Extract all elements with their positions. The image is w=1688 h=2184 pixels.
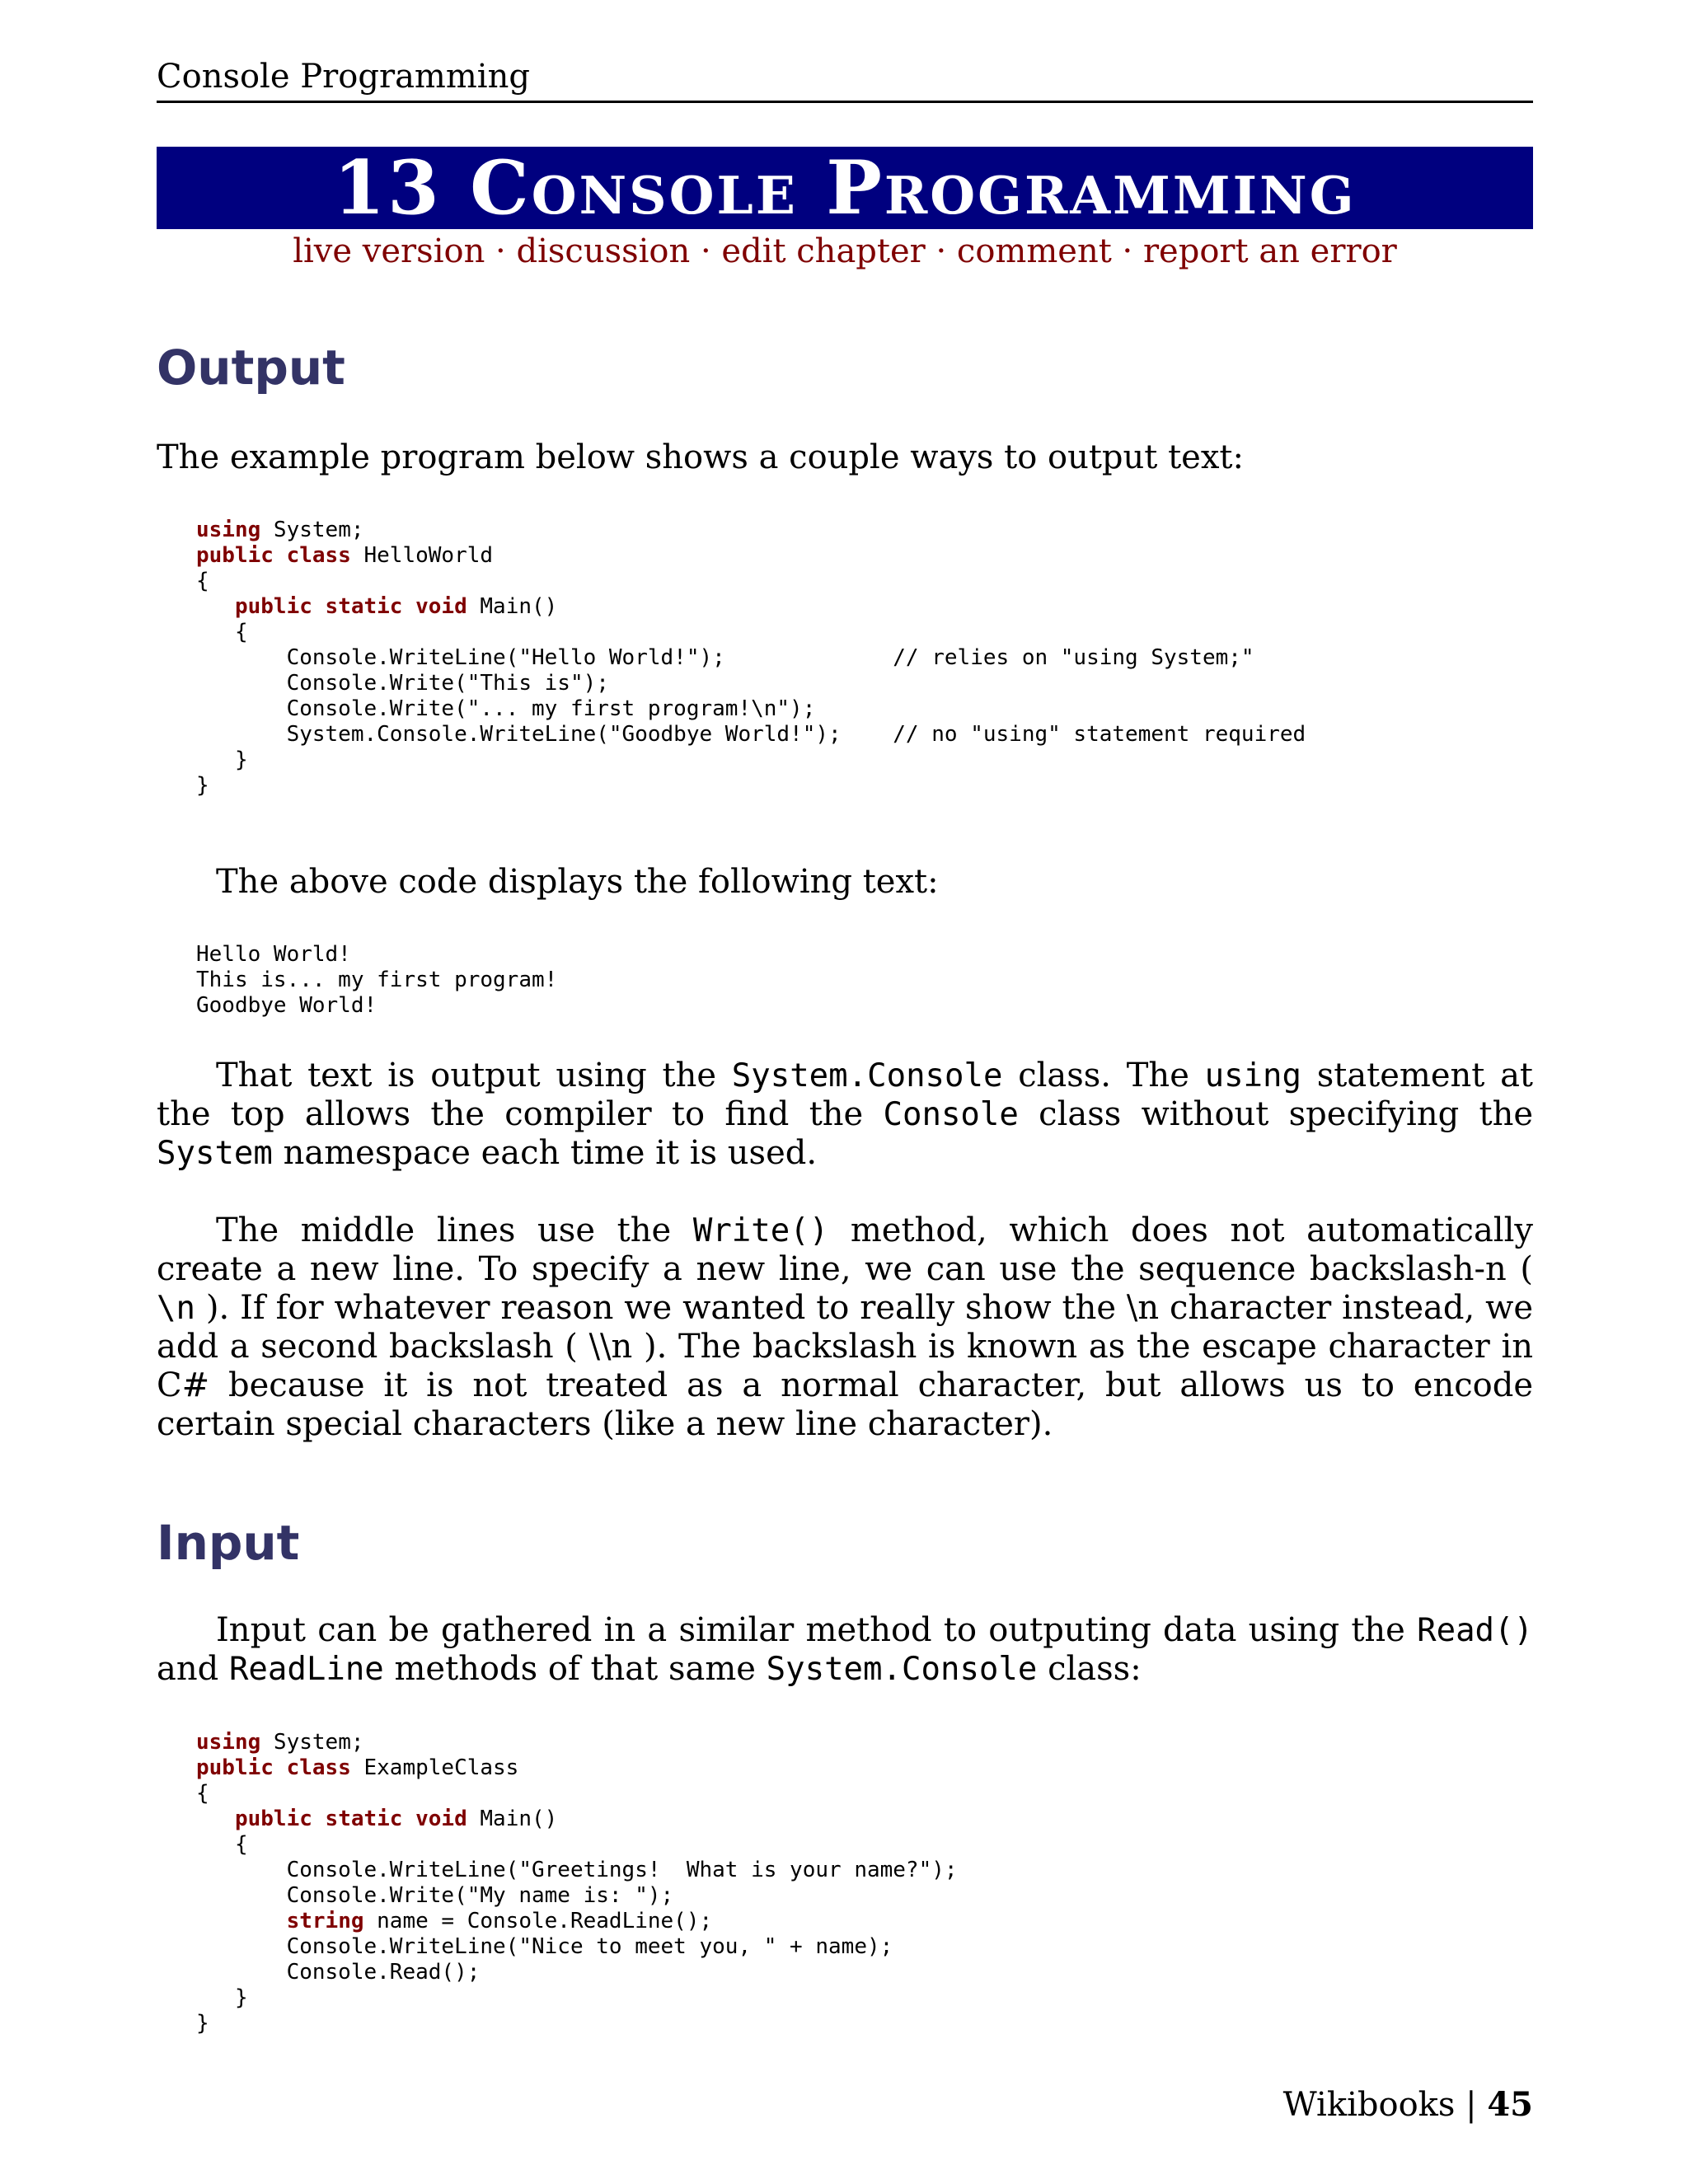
output-paragraph-1 bbox=[157, 1057, 1533, 1173]
chapter-title-banner bbox=[157, 144, 1533, 232]
code-line: } bbox=[196, 748, 248, 772]
code-line: } bbox=[196, 2011, 209, 2036]
text-run: namespace each time it is used. bbox=[272, 1134, 818, 1172]
edit-chapter-link[interactable]: edit chapter bbox=[721, 232, 926, 270]
page bbox=[157, 0, 1533, 2184]
code-line: public class HelloWorld bbox=[196, 543, 494, 568]
code-keyword: using bbox=[196, 518, 261, 542]
input-paragraph-1 bbox=[157, 1611, 1533, 1689]
code-line: public static void Main() bbox=[234, 594, 558, 619]
link-separator: · bbox=[935, 232, 947, 270]
link-separator: · bbox=[700, 232, 711, 270]
inline-code: using bbox=[1204, 1057, 1301, 1094]
text-run: class: bbox=[1037, 1650, 1142, 1688]
text-run: Input can be gathered in a similar method to outputing data using the bbox=[216, 1611, 1418, 1649]
code-line: Console.Write("My name is: "); bbox=[196, 1883, 674, 1908]
code-block-hello-world bbox=[196, 518, 1306, 799]
output-paragraph-2 bbox=[157, 1212, 1533, 1444]
code-line: using System; bbox=[196, 1730, 364, 1755]
running-head: Console Programming bbox=[157, 58, 1533, 103]
text-run: class without specifying the bbox=[1018, 1095, 1534, 1133]
code-line: { bbox=[196, 620, 248, 644]
inline-code: \n bbox=[157, 1290, 195, 1327]
comment-link[interactable]: comment bbox=[956, 232, 1112, 270]
code-line: { bbox=[196, 569, 209, 593]
page-number: 45 bbox=[1487, 2085, 1533, 2124]
inline-code: Console bbox=[883, 1096, 1019, 1133]
text-run: method, which does not automatically create a new line. To specify a new line, we can use the sequence backslash-n ( bbox=[157, 1212, 1533, 1288]
code-keyword: string bbox=[286, 1909, 364, 1933]
output-after-code: The above code displays the following text: bbox=[216, 863, 939, 901]
live-version-link[interactable]: live version bbox=[293, 232, 485, 270]
text-run: ). If for whatever reason we wanted to really show the \n character instead, we add a second backslash ( \\n ). The backslash is known as the escape character in C# because it is not treated as a normal character, but allows us to encode certain special characters (like a new line character). bbox=[157, 1289, 1533, 1443]
code-line: using System; bbox=[196, 518, 364, 542]
code-line: { bbox=[196, 1781, 209, 1806]
code-line: { bbox=[196, 1832, 248, 1857]
code-keyword: public class bbox=[196, 543, 351, 568]
footer-label: Wikibooks | bbox=[1282, 2086, 1488, 2124]
code-line: public class ExampleClass bbox=[196, 1755, 519, 1780]
code-block-example-class bbox=[196, 1730, 958, 2036]
inline-code: System.Console bbox=[766, 1651, 1038, 1688]
inline-code: System.Console bbox=[731, 1057, 1003, 1094]
section-heading-input: Input bbox=[157, 1515, 300, 1571]
chapter-title-initial: C bbox=[470, 144, 532, 232]
code-line: string name = Console.ReadLine(); bbox=[286, 1909, 713, 1933]
code-line: } bbox=[196, 773, 209, 798]
inline-code: System bbox=[157, 1135, 273, 1172]
code-keyword: public class bbox=[196, 1755, 351, 1780]
chapter-title bbox=[470, 144, 1356, 232]
output-text-block: Hello World! This is... my first program! Goodbye World! bbox=[196, 942, 558, 1018]
text-run: and bbox=[157, 1650, 229, 1688]
code-line: Console.WriteLine("Greetings! What is your name?"); bbox=[196, 1858, 958, 1882]
code-keyword: public static void bbox=[234, 594, 467, 619]
code-line: public static void Main() bbox=[234, 1807, 558, 1831]
code-keyword: public static void bbox=[234, 1807, 467, 1831]
link-separator: · bbox=[1122, 232, 1133, 270]
text-run: The middle lines use the bbox=[216, 1212, 693, 1249]
text-run: class. The bbox=[1002, 1057, 1205, 1094]
discussion-link[interactable]: discussion bbox=[516, 232, 691, 270]
code-line: Console.Write("... my first program!\n"); bbox=[196, 696, 816, 721]
page-footer bbox=[1283, 2085, 1533, 2124]
chapter-links bbox=[157, 232, 1533, 270]
chapter-number: 13 bbox=[333, 144, 442, 232]
code-line: Console.WriteLine("Nice to meet you, " + name); bbox=[196, 1934, 893, 1959]
code-keyword: using bbox=[196, 1730, 261, 1755]
report-error-link[interactable]: report an error bbox=[1142, 232, 1397, 270]
code-line: Console.Read(); bbox=[196, 1960, 481, 1985]
inline-code: Write() bbox=[692, 1212, 829, 1249]
inline-code: ReadLine bbox=[228, 1651, 384, 1688]
chapter-title-rest: onsole bbox=[531, 144, 798, 232]
code-line: Console.WriteLine("Hello World!"); // relies on "using System;" bbox=[196, 645, 1254, 670]
link-separator: · bbox=[495, 232, 506, 270]
text-run: statement at the top allows the compiler to find the bbox=[157, 1057, 1534, 1133]
text-run: That text is output using the bbox=[216, 1057, 732, 1094]
section-heading-output: Output bbox=[157, 340, 345, 396]
code-line: } bbox=[196, 1985, 248, 2010]
text-run: methods of that same bbox=[383, 1650, 767, 1688]
code-line: System.Console.WriteLine("Goodbye World!"); // no "using" statement required bbox=[196, 722, 1306, 747]
chapter-title-initial: P bbox=[826, 144, 884, 232]
inline-code: Read() bbox=[1417, 1612, 1533, 1649]
code-line: Console.Write("This is"); bbox=[196, 671, 609, 696]
chapter-title-rest: rogramming bbox=[884, 144, 1357, 232]
output-intro: The example program below shows a couple ways to output text: bbox=[157, 438, 1244, 476]
